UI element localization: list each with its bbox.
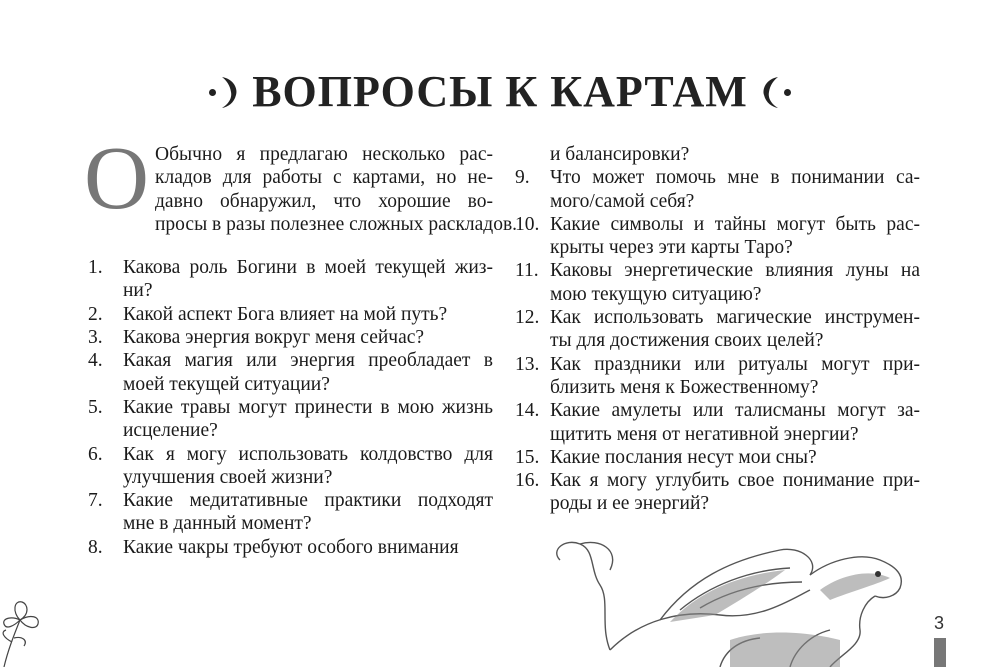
intro-line: давно обнаружил, что хорошие во- (155, 190, 493, 212)
list-item-text (123, 326, 493, 349)
list-item-line: ты для достижения своих целей? (550, 330, 824, 352)
list-item-text (550, 446, 920, 469)
intro-paragraph (84, 129, 518, 236)
list-item-line: исцеление? (123, 420, 218, 442)
list-item-text (123, 396, 493, 443)
list-item-continuation: и балансировки? (550, 144, 690, 165)
list-item-line: Какие травы могут принести в мою жизнь (123, 396, 493, 418)
list-item-line: Как использовать магические инструмен- (550, 307, 920, 329)
list-item-line: Как праздники или ритуалы могут при- (550, 353, 920, 375)
list-item (88, 443, 493, 490)
list-item-number: 7. (88, 490, 103, 512)
list-item (515, 213, 920, 260)
list-item-number: 12. (515, 307, 540, 329)
list-item-number: 4. (88, 350, 103, 372)
list-item-text (550, 213, 920, 260)
question-list-left (88, 256, 493, 559)
crescent-moon-icon (216, 73, 242, 111)
list-item (88, 536, 493, 559)
intro-line: кладов для работы с картами, но не- (155, 167, 493, 189)
list-item (88, 396, 493, 443)
list-item (515, 446, 920, 469)
list-item (88, 303, 493, 326)
list-item-line: Что может помочь мне в понимании са- (550, 167, 920, 189)
list-item-text (123, 536, 493, 559)
list-item-line: мою текущую ситуацию? (550, 283, 762, 305)
list-item-line: Как я могу углубить свое понимание при- (550, 470, 920, 492)
list-item-line: Какие чакры требуют особого внимания (123, 536, 459, 558)
title-ornament-left (209, 73, 242, 111)
list-item-text (123, 489, 493, 536)
list-item-line: Как я могу использовать колдовство для (123, 443, 493, 465)
list-item-line: щитить меня от негативной энергии? (550, 423, 859, 445)
list-item-number: 6. (88, 443, 103, 465)
griffin-eye (875, 571, 881, 577)
list-item-text (550, 166, 920, 213)
list-item-line: Какие амулеты или талисманы могут за- (550, 400, 920, 422)
list-item-text (550, 469, 920, 516)
list-item-number: 5. (88, 396, 103, 418)
list-item-line: роды и ее энергий? (550, 493, 710, 515)
list-item-line: Какова энергия вокруг меня сейчас? (123, 327, 425, 349)
list-item (515, 399, 920, 446)
list-item-line: Какие послания несут мои сны? (550, 446, 817, 468)
list-item-line: крыты через эти карты Таро? (550, 237, 793, 259)
list-item (515, 353, 920, 400)
list-item (88, 256, 493, 303)
list-item-line: улучшения своей жизни? (123, 466, 333, 488)
intro-line: Обычно я предлагаю несколько рас- (155, 144, 493, 165)
title-row (0, 62, 1000, 122)
list-item-line: близить меня к Божественному? (550, 376, 819, 398)
list-item-line: Какая магия или энергия преобладает в (123, 350, 493, 372)
list-item-line: Какие медитативные практики подходят (123, 490, 493, 512)
list-item-text (550, 259, 920, 306)
list-item-line: мого/самой себя? (550, 190, 695, 212)
griffin-illustration (540, 530, 940, 667)
list-item-line: Какова роль Богини в моей текущей жиз- (123, 257, 493, 279)
list-item-number: 10. (515, 213, 540, 235)
list-item-number: 1. (88, 257, 103, 279)
flower-sketch-illustration (0, 590, 48, 667)
intro-line: просы в разы полезнее сложных раскладов. (155, 213, 518, 235)
title-ornament-right (758, 73, 791, 111)
list-item-line: Какой аспект Бога влияет на мой путь? (123, 303, 448, 325)
list-item (515, 259, 920, 306)
page-number: 3 (934, 613, 945, 633)
list-item-number: 16. (515, 470, 540, 492)
list-item (88, 489, 493, 536)
list-item-text (123, 349, 493, 396)
list-item-line: ни? (123, 280, 153, 302)
crescent-moon-icon (758, 73, 784, 111)
question-list-right (515, 166, 920, 515)
ornament-dot-icon (209, 89, 216, 96)
list-item-text (550, 399, 920, 446)
list-item-number: 13. (515, 353, 540, 375)
page-edge-tab (934, 638, 946, 667)
list-item-line: Какие символы и тайны могут быть рас- (550, 213, 920, 235)
list-item-text (123, 443, 493, 490)
list-item-line: Каковы энергетические влияния луны на (550, 260, 920, 282)
right-column (515, 143, 920, 516)
list-item-number: 15. (515, 446, 540, 468)
list-item-number: 9. (515, 167, 530, 189)
ornament-dot-icon (784, 89, 791, 96)
list-item-text (123, 256, 493, 303)
list-item-text (123, 303, 493, 326)
list-item-text (550, 306, 920, 353)
list-item-number: 11. (515, 260, 539, 282)
list-item (515, 166, 920, 213)
left-column (84, 129, 518, 559)
list-item-text (550, 353, 920, 400)
list-item (88, 349, 493, 396)
list-item-line: мне в данный момент? (123, 513, 312, 535)
drop-cap: О (84, 129, 149, 228)
list-item-number: 14. (515, 400, 540, 422)
list-item-number: 8. (88, 536, 103, 558)
list-item (515, 469, 920, 516)
page-title: ВОПРОСЫ К КАРТАМ (252, 67, 748, 116)
list-item-number: 2. (88, 303, 103, 325)
list-item (515, 306, 920, 353)
list-item-line: моей текущей ситуации? (123, 373, 330, 395)
list-item (88, 326, 493, 349)
list-item-number: 3. (88, 327, 103, 349)
